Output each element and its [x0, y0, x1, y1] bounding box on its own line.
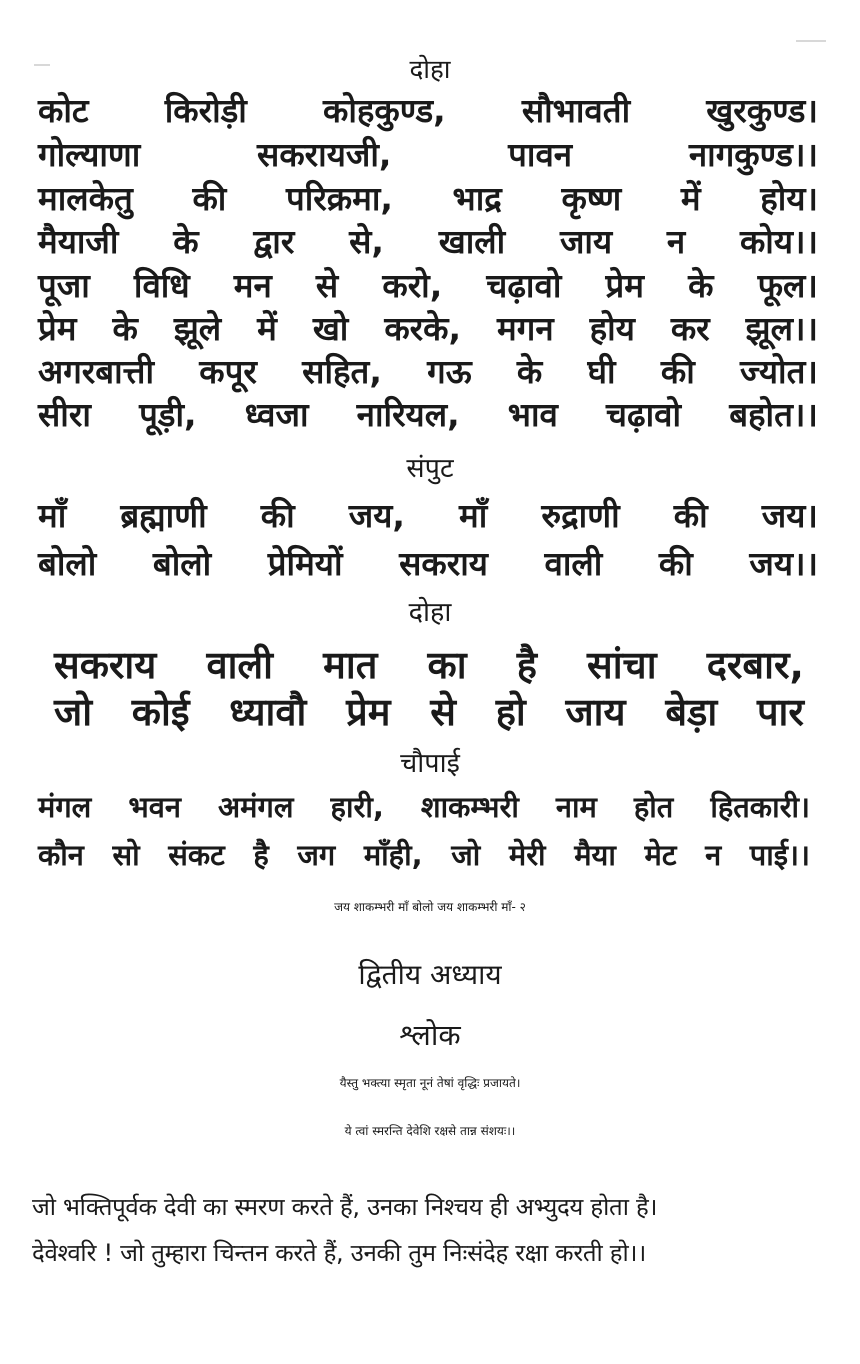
verse-word: वाली — [544, 544, 603, 583]
chapter-title: द्वितीय अध्याय — [358, 958, 502, 991]
verse-word: संकट — [168, 838, 225, 872]
verse-word: कौन — [38, 838, 84, 872]
verse-word: चढ़ावो — [606, 395, 682, 434]
verse-word: कपूर — [199, 352, 257, 391]
verse-word: मंगल — [38, 790, 92, 824]
verse-word: सो — [112, 838, 140, 872]
verse-word: वाली — [206, 643, 274, 687]
verse-word: मात — [323, 643, 378, 687]
verse-word: सहित, — [302, 352, 382, 391]
verse-line — [38, 175, 818, 220]
verse-word: नागकुण्ड।। — [688, 135, 818, 174]
verse-word: की — [260, 496, 295, 535]
verse-word: सकरायजी, — [257, 135, 392, 174]
verse-word: गऊ — [427, 352, 472, 391]
section-heading-samput: संपुट — [406, 453, 454, 484]
verse-word: करो, — [382, 266, 443, 305]
verse-word: जग — [297, 838, 336, 872]
section-heading-doha-1: दोहा — [409, 55, 451, 85]
verse-line — [54, 685, 804, 737]
verse-word: प्रेम — [605, 266, 644, 305]
verse-word: अगरबात्ती — [38, 352, 155, 391]
verse-word: बोलो — [152, 544, 212, 583]
verse-word: का — [427, 643, 467, 687]
verse-word: ध्वजा — [244, 395, 309, 434]
section-heading-doha-2: दोहा — [408, 597, 452, 628]
verse-word: पूड़ी, — [139, 395, 197, 434]
verse-word: चढ़ावो — [486, 266, 562, 305]
verse-word: झूल।। — [745, 309, 818, 348]
verse-word: जय।। — [749, 544, 818, 583]
verse-word: प्रेमियों — [267, 544, 343, 583]
verse-word: मेरी — [508, 838, 546, 872]
shloka-heading: श्लोक — [399, 1018, 461, 1052]
verse-word: झूले — [173, 309, 222, 348]
verse-word: शाकम्भरी — [420, 790, 519, 824]
verse-word: की — [673, 496, 708, 535]
verse-word: की — [660, 352, 695, 391]
verse-word: बहोत।। — [729, 395, 818, 434]
shloka-line: ये त्वां स्मरन्ति देवेशि रक्षसे तान्न संशयः।। — [344, 1124, 516, 1138]
verse-word: घी — [587, 352, 616, 391]
verse-word: है — [516, 643, 537, 687]
verse-word: करके, — [384, 309, 462, 348]
verse-word: परिक्रमा, — [285, 179, 393, 218]
verse-word: माँही, — [363, 838, 423, 872]
verse-word: नाम — [555, 790, 597, 824]
verse-word: विधि — [133, 266, 190, 305]
verse-word: खुरकुण्ड। — [706, 91, 818, 130]
verse-word: होय। — [760, 179, 818, 218]
verse-line — [38, 787, 810, 826]
verse-word: फूल। — [757, 266, 818, 305]
verse-word: मगन — [497, 309, 554, 348]
verse-word: कोट — [38, 91, 89, 130]
verse-word: सांचा — [587, 643, 657, 687]
verse-word: के — [516, 352, 543, 391]
verse-word: के — [173, 222, 199, 261]
verse-word: जय। — [761, 496, 818, 535]
verse-line — [38, 492, 818, 537]
verse-line — [38, 87, 818, 132]
verse-word: बेड़ा — [665, 690, 718, 734]
verse-word: जाय — [565, 690, 626, 734]
verse-line — [38, 348, 818, 393]
scan-mark-right — [796, 40, 826, 42]
verse-word: से — [315, 266, 339, 305]
verse-line — [54, 638, 804, 690]
verse-word: पूजा — [38, 266, 90, 305]
verse-word: हितकारी। — [710, 790, 810, 824]
verse-word: कृष्ण — [561, 179, 622, 218]
verse-line — [38, 218, 818, 263]
verse-line — [38, 540, 818, 585]
verse-line — [38, 391, 818, 436]
verse-word: प्रेम — [346, 690, 391, 734]
verse-word: किरोड़ी — [164, 91, 247, 130]
verse-word: भवन — [128, 790, 181, 824]
verse-line — [38, 305, 818, 350]
verse-word: मैया — [574, 838, 616, 872]
verse-word: की — [192, 179, 227, 218]
meaning-line: देवेश्वरि ! जो तुम्हारा चिन्तन करते हैं, उनकी तुम निःसंदेह रक्षा करती हो।। — [32, 1239, 647, 1267]
verse-word: जय, — [348, 496, 405, 535]
verse-word: पाई।। — [749, 838, 810, 872]
chant-line: जय शाकम्भरी माँ बोलो जय शाकम्भरी माँ- २ — [334, 900, 526, 914]
verse-word: सीरा — [38, 395, 91, 434]
verse-word: प्रेम — [38, 309, 77, 348]
verse-word: दरबार, — [706, 643, 804, 687]
verse-word: सकराय — [399, 544, 488, 583]
verse-word: ध्यावौ — [229, 690, 307, 734]
verse-word: की — [658, 544, 693, 583]
verse-word: होय — [589, 309, 635, 348]
verse-word: द्वार — [253, 222, 295, 261]
verse-word: भाद्र — [452, 179, 502, 218]
verse-word: मालकेतु — [38, 179, 133, 218]
verse-word: नारियल, — [356, 395, 460, 434]
verse-word: सकराय — [54, 643, 157, 687]
verse-word: में — [680, 179, 701, 218]
verse-word: मन — [233, 266, 272, 305]
verse-word: कर — [670, 309, 710, 348]
verse-word: हो — [495, 690, 526, 734]
verse-word: पार — [756, 690, 804, 734]
verse-word: बोलो — [38, 544, 97, 583]
verse-word: मेट — [644, 838, 677, 872]
verse-word: न — [705, 838, 722, 872]
verse-word: जाय — [559, 222, 613, 261]
verse-line — [38, 262, 818, 307]
meaning-line: जो भक्तिपूर्वक देवी का स्मरण करते हैं, उनका निश्चय ही अभ्युदय होता है। — [32, 1193, 658, 1221]
verse-word: पावन — [508, 135, 573, 174]
verse-word: ब्रह्माणी — [120, 496, 207, 535]
verse-word: खाली — [438, 222, 506, 261]
verse-line — [38, 131, 818, 176]
verse-word: के — [688, 266, 714, 305]
section-heading-chaupai: चौपाई — [400, 748, 460, 779]
verse-word: गोल्याणा — [38, 135, 141, 174]
verse-word: से, — [349, 222, 384, 261]
verse-word: कोई — [131, 690, 190, 734]
verse-word: है — [253, 838, 269, 872]
verse-word: भाव — [507, 395, 558, 434]
verse-word: जो — [54, 690, 93, 734]
verse-line — [38, 835, 810, 874]
verse-word: के — [112, 309, 138, 348]
verse-word: माँ — [38, 496, 67, 535]
verse-word: मैयाजी — [38, 222, 119, 261]
verse-word: अमंगल — [218, 790, 294, 824]
verse-word: सौभावती — [521, 91, 631, 130]
verse-word: रुद्राणी — [541, 496, 620, 535]
verse-word: न — [666, 222, 686, 261]
shloka-line: यैस्तु भक्त्या स्मृता नूनं तेषां वृद्धिः प्रजायते। — [339, 1076, 521, 1090]
verse-word: में — [257, 309, 277, 348]
verse-word: माँ — [459, 496, 488, 535]
verse-word: कोहकुण्ड, — [323, 91, 446, 130]
verse-word: से — [430, 690, 456, 734]
verse-word: हारी, — [330, 790, 384, 824]
verse-word: जो — [451, 838, 481, 872]
verse-word: कोय।। — [739, 222, 818, 261]
verse-word: ज्योत। — [740, 352, 818, 391]
verse-word: होत — [633, 790, 674, 824]
verse-word: खो — [312, 309, 349, 348]
